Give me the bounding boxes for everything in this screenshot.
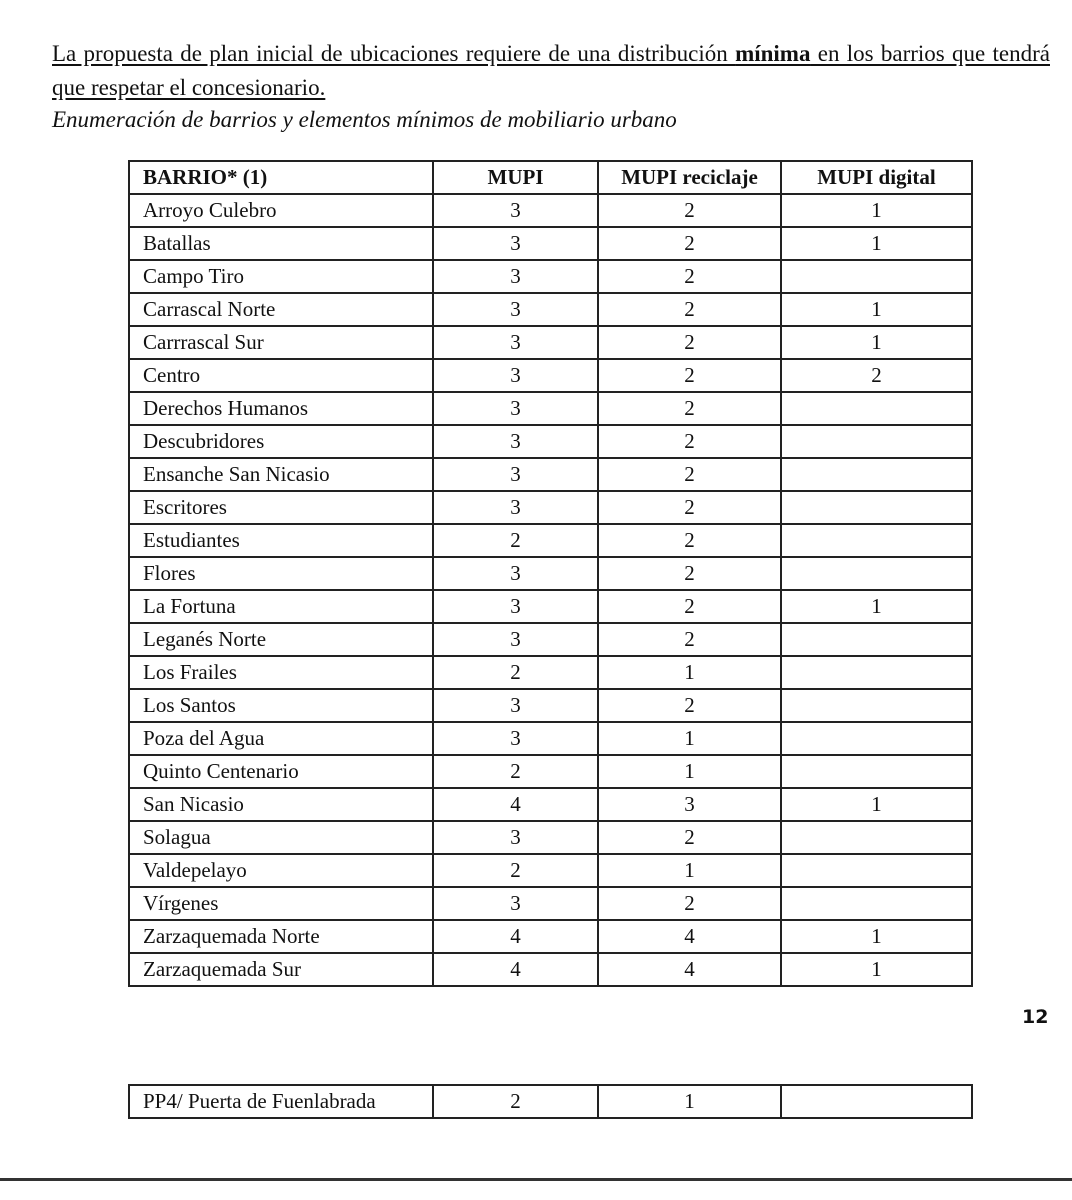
cell-mupi: 3 (433, 260, 598, 293)
cell-mupi: 3 (433, 887, 598, 920)
cell-mupi: 3 (433, 491, 598, 524)
table-row (129, 293, 972, 326)
cell-mupi: 2 (433, 1085, 598, 1118)
cell-mupi-digital: 1 (781, 590, 972, 623)
table-row (129, 458, 972, 491)
cell-mupi: 3 (433, 227, 598, 260)
cell-mupi-reciclaje: 4 (598, 920, 781, 953)
cell-mupi-reciclaje: 2 (598, 689, 781, 722)
cell-mupi-reciclaje: 2 (598, 590, 781, 623)
cell-mupi-digital: 2 (781, 359, 972, 392)
cell-mupi-digital (781, 656, 972, 689)
table-row (129, 920, 972, 953)
cell-barrio: Los Santos (129, 689, 433, 722)
cell-mupi-digital: 1 (781, 953, 972, 986)
table-row (129, 953, 972, 986)
cell-barrio: Zarzaquemada Norte (129, 920, 433, 953)
table-row (129, 755, 972, 788)
cell-barrio: Centro (129, 359, 433, 392)
cell-mupi: 3 (433, 293, 598, 326)
cell-barrio: PP4/ Puerta de Fuenlabrada (129, 1085, 433, 1118)
header-mupi: MUPI (433, 161, 598, 194)
cell-mupi-digital (781, 623, 972, 656)
cell-mupi-reciclaje: 2 (598, 194, 781, 227)
table-row (129, 392, 972, 425)
cell-mupi-digital (781, 1085, 972, 1118)
header-mupi-reciclaje: MUPI reciclaje (598, 161, 781, 194)
cell-mupi-reciclaje: 3 (598, 788, 781, 821)
cell-mupi: 2 (433, 524, 598, 557)
cell-barrio: Escritores (129, 491, 433, 524)
cell-mupi-digital (781, 260, 972, 293)
cell-mupi-reciclaje: 2 (598, 887, 781, 920)
cell-mupi-digital: 1 (781, 920, 972, 953)
continuation-table-body (129, 1085, 972, 1118)
cell-mupi: 3 (433, 326, 598, 359)
cell-barrio: Ensanche San Nicasio (129, 458, 433, 491)
cell-mupi-reciclaje: 1 (598, 722, 781, 755)
cell-mupi-reciclaje: 2 (598, 359, 781, 392)
cell-mupi-reciclaje: 1 (598, 656, 781, 689)
table-row (129, 491, 972, 524)
cell-mupi-reciclaje: 4 (598, 953, 781, 986)
cell-mupi-reciclaje: 1 (598, 755, 781, 788)
cell-mupi-reciclaje: 2 (598, 491, 781, 524)
cell-barrio: Valdepelayo (129, 854, 433, 887)
cell-mupi-digital (781, 722, 972, 755)
cell-mupi: 3 (433, 458, 598, 491)
cell-mupi: 2 (433, 854, 598, 887)
cell-mupi-reciclaje: 2 (598, 557, 781, 590)
cell-mupi: 3 (433, 590, 598, 623)
intro-text-start: La propuesta de plan inicial de ubicaciones requiere de una distribución (52, 41, 736, 66)
cell-mupi: 4 (433, 788, 598, 821)
cell-mupi-reciclaje: 2 (598, 821, 781, 854)
cell-mupi: 2 (433, 656, 598, 689)
cell-mupi: 3 (433, 359, 598, 392)
table-row (129, 689, 972, 722)
cell-mupi: 3 (433, 821, 598, 854)
table-row (129, 227, 972, 260)
cell-mupi: 3 (433, 722, 598, 755)
cell-mupi-reciclaje: 2 (598, 227, 781, 260)
cell-mupi-digital (781, 821, 972, 854)
cell-mupi-digital (781, 491, 972, 524)
cell-mupi-digital: 1 (781, 788, 972, 821)
cell-mupi-digital (781, 755, 972, 788)
page-number: 12 (1022, 1006, 1049, 1028)
table-caption: Enumeración de barrios y elementos mínimos de mobiliario urbano (52, 107, 677, 132)
table-row (129, 326, 972, 359)
cell-mupi: 3 (433, 425, 598, 458)
cell-barrio: Los Frailes (129, 656, 433, 689)
cell-barrio: Carrascal Norte (129, 293, 433, 326)
cell-mupi: 3 (433, 392, 598, 425)
cell-barrio: Poza del Agua (129, 722, 433, 755)
cell-mupi-digital: 1 (781, 293, 972, 326)
cell-mupi-digital: 1 (781, 326, 972, 359)
cell-barrio: Campo Tiro (129, 260, 433, 293)
cell-mupi-reciclaje: 2 (598, 326, 781, 359)
table-row (129, 425, 972, 458)
table-row (129, 260, 972, 293)
cell-barrio: Batallas (129, 227, 433, 260)
table-row (129, 788, 972, 821)
cell-barrio: San Nicasio (129, 788, 433, 821)
header-barrio: BARRIO* (1) (129, 161, 433, 194)
cell-barrio: Carrrascal Sur (129, 326, 433, 359)
barrios-table (128, 160, 973, 987)
cell-mupi-digital (781, 392, 972, 425)
cell-mupi-reciclaje: 1 (598, 854, 781, 887)
cell-barrio: Estudiantes (129, 524, 433, 557)
cell-mupi: 2 (433, 755, 598, 788)
footer-divider (0, 1178, 1072, 1181)
cell-barrio: Solagua (129, 821, 433, 854)
cell-barrio: Arroyo Culebro (129, 194, 433, 227)
table-row (129, 590, 972, 623)
cell-mupi-digital (781, 557, 972, 590)
intro-text-bold: mínima (735, 41, 811, 66)
cell-mupi-reciclaje: 2 (598, 392, 781, 425)
table-row (129, 722, 972, 755)
cell-mupi: 3 (433, 194, 598, 227)
table-row (129, 1085, 972, 1118)
continuation-table (128, 1084, 973, 1119)
cell-mupi: 4 (433, 920, 598, 953)
cell-mupi-digital (781, 854, 972, 887)
cell-mupi-digital (781, 458, 972, 491)
table-row (129, 623, 972, 656)
cell-mupi-reciclaje: 1 (598, 1085, 781, 1118)
cell-mupi-digital: 1 (781, 227, 972, 260)
cell-mupi: 3 (433, 689, 598, 722)
cell-barrio: La Fortuna (129, 590, 433, 623)
cell-barrio: Leganés Norte (129, 623, 433, 656)
cell-mupi: 4 (433, 953, 598, 986)
cell-mupi-reciclaje: 2 (598, 524, 781, 557)
cell-mupi-reciclaje: 2 (598, 260, 781, 293)
table-row (129, 656, 972, 689)
barrios-table-body (129, 194, 972, 986)
cell-barrio: Quinto Centenario (129, 755, 433, 788)
table-row (129, 524, 972, 557)
table-header-row (129, 161, 972, 194)
cell-barrio: Derechos Humanos (129, 392, 433, 425)
table-row (129, 887, 972, 920)
cell-mupi-digital: 1 (781, 194, 972, 227)
table-row (129, 821, 972, 854)
cell-barrio: Zarzaquemada Sur (129, 953, 433, 986)
cell-mupi-reciclaje: 2 (598, 293, 781, 326)
cell-mupi: 3 (433, 623, 598, 656)
cell-mupi-reciclaje: 2 (598, 458, 781, 491)
table-row (129, 854, 972, 887)
cell-mupi-digital (781, 524, 972, 557)
table-row (129, 557, 972, 590)
cell-mupi: 3 (433, 557, 598, 590)
cell-mupi-digital (781, 425, 972, 458)
cell-barrio: Flores (129, 557, 433, 590)
cell-barrio: Descubridores (129, 425, 433, 458)
cell-barrio: Vírgenes (129, 887, 433, 920)
table-row (129, 194, 972, 227)
cell-mupi-reciclaje: 2 (598, 623, 781, 656)
cell-mupi-digital (781, 689, 972, 722)
intro-paragraph (52, 37, 1050, 105)
intro-text-end: en los barrios que tendrá que respetar el concesionario. (52, 41, 1050, 100)
header-mupi-digital: MUPI digital (781, 161, 972, 194)
cell-mupi-digital (781, 887, 972, 920)
table-row (129, 359, 972, 392)
cell-mupi-reciclaje: 2 (598, 425, 781, 458)
